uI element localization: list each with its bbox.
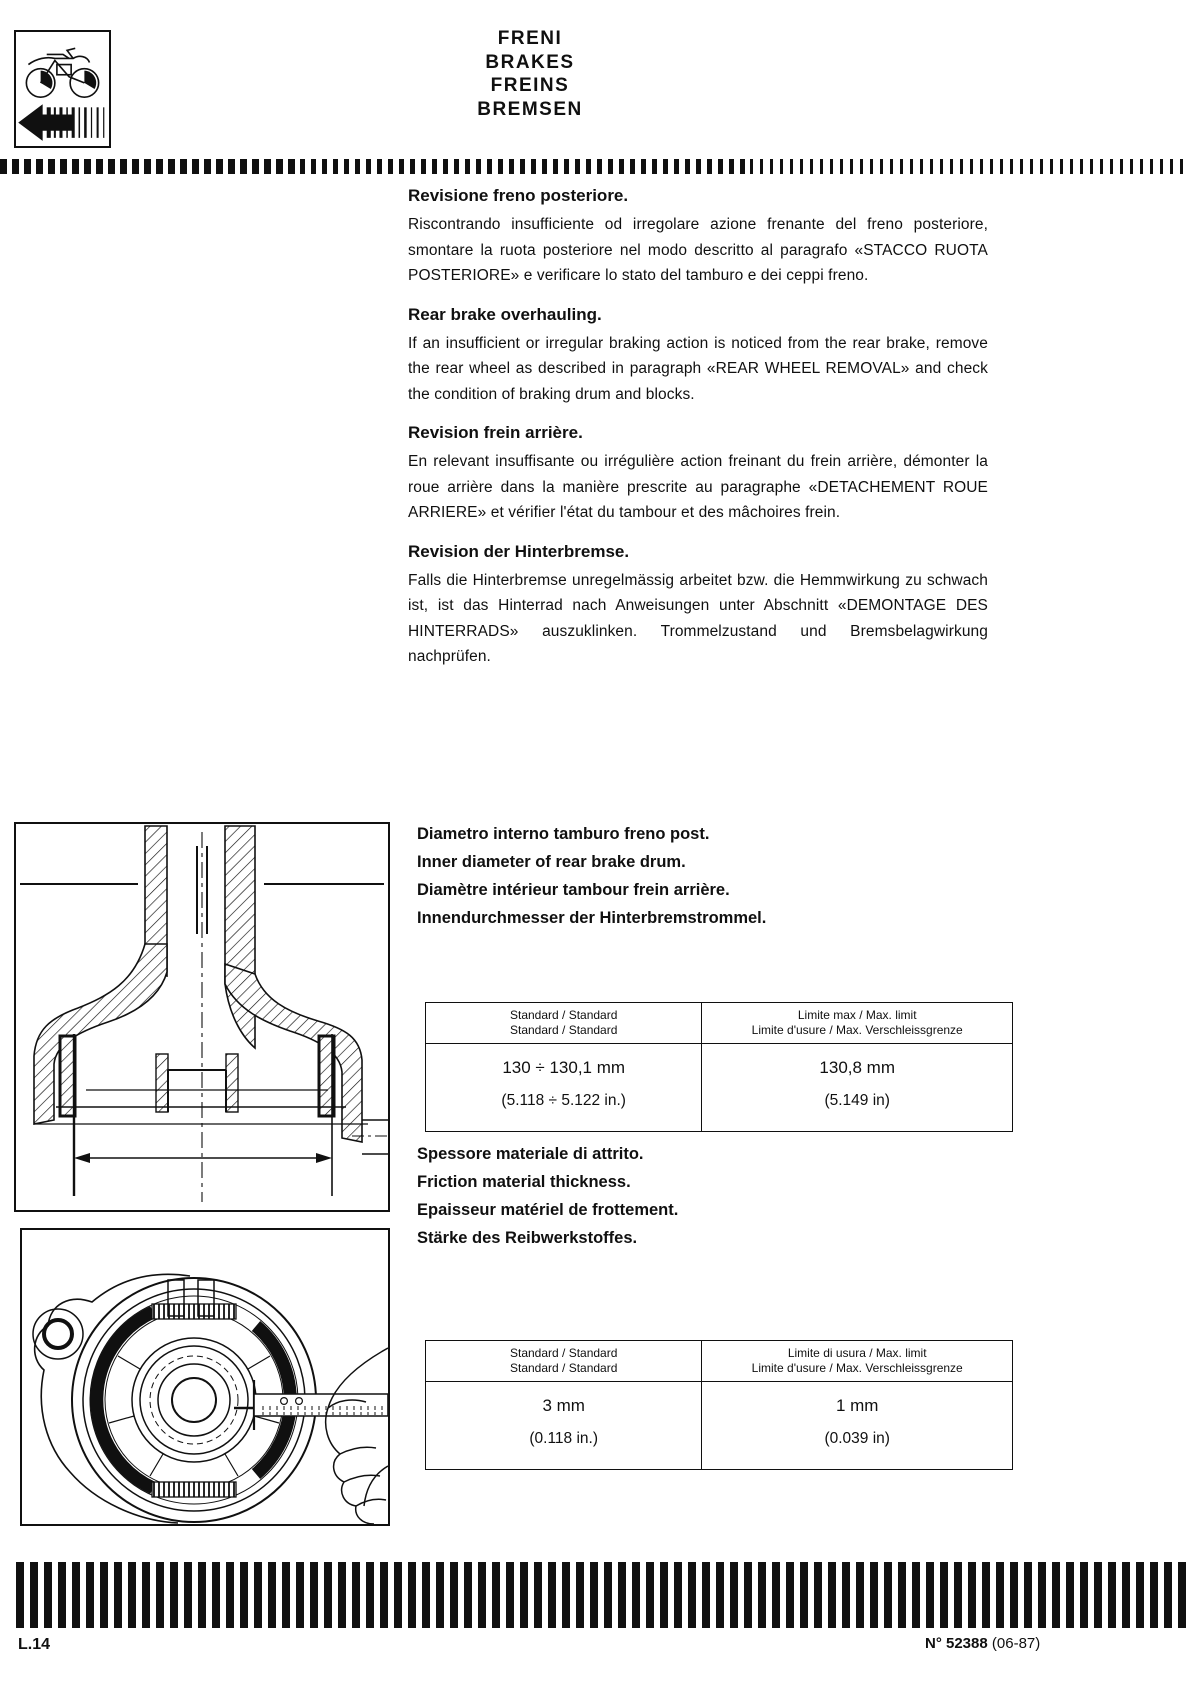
section-logo-box [14,30,111,148]
left-braking-surface [60,1036,75,1116]
limit-value-mm: 1 mm [835,1396,879,1415]
section-heading: Revision frein arrière. [408,423,583,442]
section-italian [408,186,988,289]
spec-heading-line: Epaisseur matériel de frottement. [417,1201,679,1219]
spec-heading-line: Diametro interno tamburo freno post. [417,825,710,843]
dimension-arrowhead-left [74,1153,90,1163]
limit-column-header [702,1341,1013,1382]
header-line: Standard / Standard [509,1346,618,1360]
divider-segment [300,159,750,174]
section-heading: Revisione freno posteriore. [408,186,629,205]
spec-heading-line: Diamètre intérieur tambour frein arrière. [417,881,730,899]
brake-shoe-measurement-figure [20,1228,390,1526]
drum-diameter-heading-block [417,820,1002,932]
lower-return-spring [152,1482,236,1497]
section-german [408,542,988,670]
limit-value-in: (5.149 in) [824,1092,890,1109]
back-arrow-icon [18,104,73,141]
limit-value-in: (0.039 in) [824,1430,890,1447]
header-line: Limite di usura / Max. limit [787,1346,927,1360]
section-heading: Rear brake overhauling. [408,304,602,324]
standard-value-in: (0.118 in.) [529,1430,599,1447]
limit-value-cell [702,1382,1013,1470]
dimension-arrowhead-right [316,1153,332,1163]
hand-outline [326,1348,388,1524]
footer-doc-date: (06-87) [991,1635,1041,1652]
friction-thickness-table [425,1340,1013,1470]
mounting-ear [33,1309,83,1359]
standard-column-header [426,1341,702,1382]
title-line-it: FRENI [497,28,563,49]
brake-drum-section-figure [14,822,390,1212]
standard-value-in: (5.118 ÷ 5.122 in.) [501,1092,626,1109]
brake-shoe-measurement-drawing [22,1230,388,1524]
motorcycle-back-arrow-icon [16,32,109,146]
standard-value-cell [426,1044,702,1132]
footer-page-ref: L.14 [18,1636,51,1653]
title-line-fr: FREINS [490,75,570,96]
divider-segment [750,159,1190,174]
divider-band-bottom [16,1562,1186,1628]
section-body: If an insufficient or irregular braking action is noticed from the rear brake, remove the rear wheel as described in paragraph «REAR WHEEL REMOVAL» and check the condition of braking drum and blocks. [408,334,988,403]
standard-value-cell [426,1382,702,1470]
standard-column-header [426,1003,702,1044]
section-heading: Revision der Hinterbremse. [408,541,630,561]
section-english [408,305,988,408]
spec-heading-line: Friction material thickness. [417,1173,631,1191]
vernier-caliper [234,1380,388,1430]
divider-segment [0,159,300,174]
divider-band-top [0,159,1190,174]
spec-heading-line: Inner diameter of rear brake drum. [417,853,686,871]
brake-drum-section-drawing [16,824,388,1210]
title-line-de: BREMSEN [477,98,583,120]
axle-hole [172,1378,216,1422]
spec-heading-line: Spessore materiale di attrito. [417,1145,644,1163]
section-body: Falls die Hinterbremse unregelmässig arbeitet bzw. die Hemmwirkung zu schwach ist, ist das Hinterrad nach Anweisungen unter Abschnitt «DEMONTAGE DES HINTERRADS» auszuklinken. Trommelzustand und Bremsbelagwirkung nachprüfen. [408,571,988,665]
text-column [408,186,988,670]
friction-thickness-heading-block [417,1140,1002,1252]
page-title [415,27,645,121]
limit-column-header [702,1003,1013,1044]
limit-value-cell [702,1044,1013,1132]
standard-value-mm: 130 ÷ 130,1 mm [502,1058,626,1077]
limit-value-mm: 130,8 mm [819,1058,895,1077]
header-line: Limite d'usure / Max. Verschleissgrenze [751,1361,963,1375]
header-line: Standard / Standard [509,1008,618,1022]
drum-diameter-table [425,1002,1013,1132]
header-line: Standard / Standard [509,1361,618,1375]
title-line-en: BRAKES [485,51,575,73]
spec-heading-line: Stärke des Reibwerkstoffes. [417,1229,638,1247]
header-line: Limite d'usure / Max. Verschleissgrenze [751,1023,963,1037]
standard-value-mm: 3 mm [542,1396,585,1415]
section-body: Riscontrando insufficiente od irregolare azione frenante del freno posteriore, smontare la ruota posteriore nel modo descritto al paragrafo «STACCO RUOTA POSTERIORE» e verificare lo stato del tamburo e dei ceppi freno. [408,216,988,284]
header-line: Standard / Standard [509,1023,618,1037]
section-french [408,423,988,526]
footer-doc-number: N° 52388 [925,1635,988,1652]
spec-heading-line: Innendurchmesser der Hinterbremstrommel. [417,909,767,927]
upper-return-spring [152,1304,236,1319]
section-body: En relevant insuffisante ou irrégulière action freinant du frein arrière, démonter la roue arrière dans la manière prescrite au paragraphe «DETACHEMENT ROUE ARRIERE» et vérifier l'état du tambour et des mâchoires frein. [408,453,988,521]
footer-doc-ref [925,1635,1040,1652]
header-line: Limite max / Max. limit [797,1008,917,1022]
